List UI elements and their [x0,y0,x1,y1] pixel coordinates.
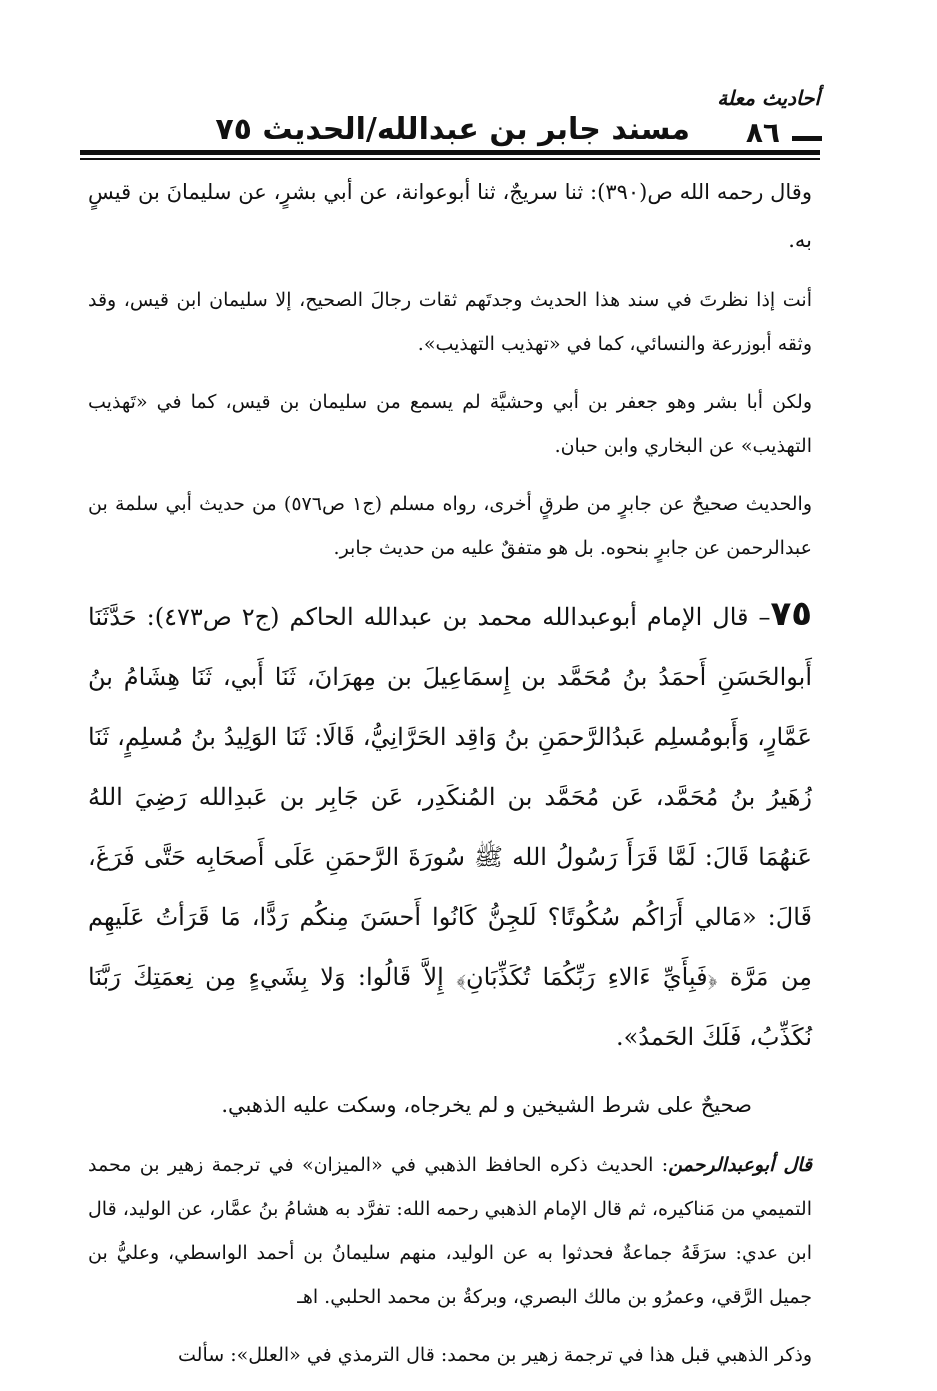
paragraph-4: والحديث صحيحٌ عن جابرٍ من طرقٍ أخرى، رواه مسلم (ج١ ص٥٧٦) من حديث أبي سلمة بن عبدالرحمن عن جابرٍ بنحوه. بل هو متفقٌ عليه من حديث جابر. [88,493,812,559]
running-title: مسند جابر بن عبدالله/الحديث ٧٥ [215,112,690,147]
paragraph-3: ولكن أبا بشر وهو جعفر بن أبي وحشيَّة لم يسمع من سليمان بن قيس، كما في «تَهذيب التهذيب» عن البخاري وابن حبان. [88,391,812,457]
verdict: صحيحٌ على شرط الشيخين و لم يخرجاه، وسكت عليه الذهبي. [221,1093,752,1117]
commentary-speaker: قال أبوعبدالرحمن [668,1154,812,1176]
header-dash [792,136,822,141]
paragraph-2: أنت إذا نظرتَ في سند هذا الحديث وجدتَهم ثقات رجالَ الصحيح، إلا سليمان ابن قيس، وقد وثقه أبوزرعة والنسائي، كما في «تهذيب التهذيب». [88,289,812,355]
commentary-text: : الحديث ذكره الحافظ الذهبي في «الميزان» في ترجمة زهير بن محمد التميمي من مَناكيره، ثم قال الإمام الذهبي رحمه الله: تفرَّد به هشامُ بنُ عمَّار، عن الوليد، قال ابن عدي: سرَقَهُ جماعةٌ فحدثوا به عن الوليد، منهم سليمانُ بن أحمد الواسطي، وعليُّ بن جميل الرَّقي، وعمرُو بن مالك البصري، وبركةُ بن محمد الحلبي. اهـ [88,1154,812,1308]
hadith-text: – قال الإمام أبوعبدالله محمد بن عبدالله الحاكم (ج٢ ص٤٧٣): حَدَّثَنَا أَبوالحَسَنِ أَحمَدُ بنُ مُحَمَّد بن إِسمَاعِيلَ بن مِهرَانَ، ثَنَا أَبي، ثَنَا هِشَامُ بنُ عَمَّارٍ، وَأَبومُسلِم عَبدُالرَّحمَنِ بنُ وَاقِد الحَرَّانِيُّ، قَالَا: ثَنَا الوَلِيدُ بنُ مُسلِمٍ، ثَنَا زُهَيرُ بنُ مُحَمَّد، عَن مُحَمَّد بن المُنكَدِر، عَن جَابِر بن عَبدِالله رَضِيَ اللهُ عَنهُمَا قَالَ: لَمَّا قَرَأَ رَسُولُ الله ﷺ سُورَةَ الرَّحمَنِ عَلَى أَصحَابِه حَتَّى فَرَغَ، قَالَ: «مَالي أَرَاكُم سُكُوتًا؟ لَلجِنُّ كَانُوا أَحسَنَ مِنكُم رَدًّا، مَا قَرَأتُ عَلَيهِم مِن مَرَّة ﴿فَبِأَيِّ ءَالاءِ رَبِّكُمَا تُكَذِّبَانِ﴾ إِلاَّ قَالُوا: وَلا بِشَيءٍ مِن نِعمَتِكَ رَبَّنَا نُكَذِّبُ، فَلَكَ الحَمدُ». [88,603,812,1051]
last-paragraph: وذكر الذهبي قبل هذا في ترجمة زهير بن محمد: قال الترمذي في «العلل»: سألت [178,1344,812,1366]
commentary [88,1143,812,1319]
hadith-block [88,584,812,1067]
paragraph-1: وقال رحمه الله ص(٣٩٠): ثنا سريجٌ، ثنا أبوعوانة، عن أبي بشرٍ، عن سليمانَ بن قيسٍ به. [88,180,812,252]
header-rule-thick [80,150,820,155]
page-body [88,168,812,1391]
header-rule-thin [80,158,820,160]
page-header [80,80,820,160]
page-number: ٨٦ [745,116,780,149]
book-title: أحاديث معلة [717,86,820,110]
hadith-number: ٧٥ [770,594,812,634]
